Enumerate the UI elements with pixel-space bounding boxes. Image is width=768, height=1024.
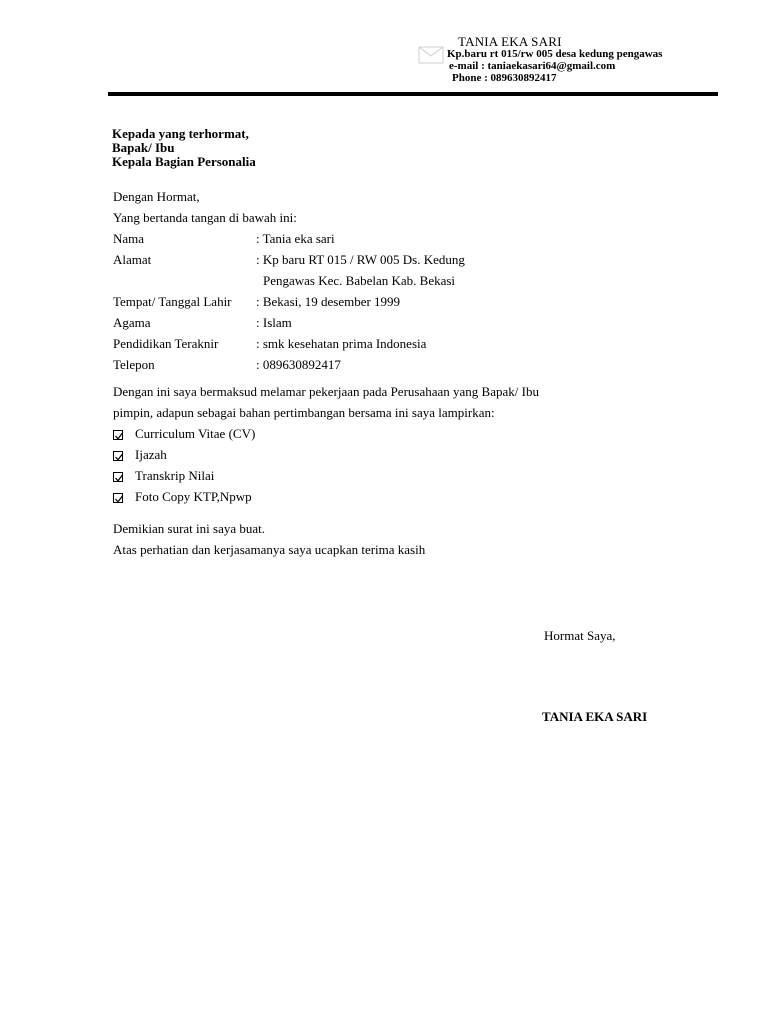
header-phone: Phone : 089630892417 — [452, 72, 557, 84]
field-label-nama: Nama — [113, 231, 145, 246]
header-name: TANIA EKA SARI — [458, 34, 562, 49]
field-value-telepon: : 089630892417 — [256, 357, 341, 372]
field-value-ttl: : Bekasi, 19 desember 1999 — [256, 294, 401, 309]
recipient-line-3: Kepala Bagian Personalia — [112, 154, 256, 169]
closing-salutation: Hormat Saya, — [544, 628, 616, 643]
checked-box-icon — [113, 451, 123, 461]
field-label-alamat: Alamat — [113, 252, 152, 267]
field-value-agama: : Islam — [256, 315, 292, 330]
header-divider — [108, 92, 718, 96]
greeting: Dengan Hormat, — [113, 189, 200, 204]
closing-line-1: Demikian surat ini saya buat. — [113, 521, 265, 536]
purpose-line-1: Dengan ini saya bermaksud melamar pekerjaan pada Perusahaan yang Bapak/ Ibu — [113, 384, 539, 399]
checked-box-icon — [113, 430, 123, 440]
checked-box-icon — [113, 493, 123, 503]
attachment-item: Ijazah — [135, 447, 167, 462]
field-value-nama: : Tania eka sari — [256, 231, 335, 246]
signature-name: TANIA EKA SARI — [542, 709, 648, 724]
header-address: Kp.baru rt 015/rw 005 desa kedung pengawas — [447, 48, 663, 60]
field-value-pendidikan: : smk kesehatan prima Indonesia — [256, 336, 427, 351]
attachment-item: Curriculum Vitae (CV) — [135, 426, 256, 441]
field-value-alamat: : Kp baru RT 015 / RW 005 Ds. Kedung — [256, 252, 465, 267]
header-email: e-mail : taniaekasari64@gmail.com — [449, 60, 616, 72]
recipient-line-2: Bapak/ Ibu — [112, 140, 175, 155]
intro-text: Yang bertanda tangan di bawah ini: — [113, 210, 297, 225]
attachment-item: Transkrip Nilai — [135, 468, 215, 483]
closing-line-2: Atas perhatian dan kerjasamanya saya ucapkan terima kasih — [113, 542, 426, 557]
checked-box-icon — [113, 472, 123, 482]
envelope-icon — [418, 46, 444, 64]
field-label-agama: Agama — [113, 315, 151, 330]
field-value-alamat-cont: Pengawas Kec. Babelan Kab. Bekasi — [263, 273, 456, 288]
purpose-line-2: pimpin, adapun sebagai bahan pertimbangan bersama ini saya lampirkan: — [113, 405, 495, 420]
field-label-pendidikan: Pendidikan Teraknir — [113, 336, 219, 351]
field-label-telepon: Telepon — [113, 357, 155, 372]
attachment-item: Foto Copy KTP,Npwp — [135, 489, 252, 504]
recipient-line-1: Kepada yang terhormat, — [112, 126, 249, 141]
field-label-ttl: Tempat/ Tanggal Lahir — [113, 294, 232, 309]
